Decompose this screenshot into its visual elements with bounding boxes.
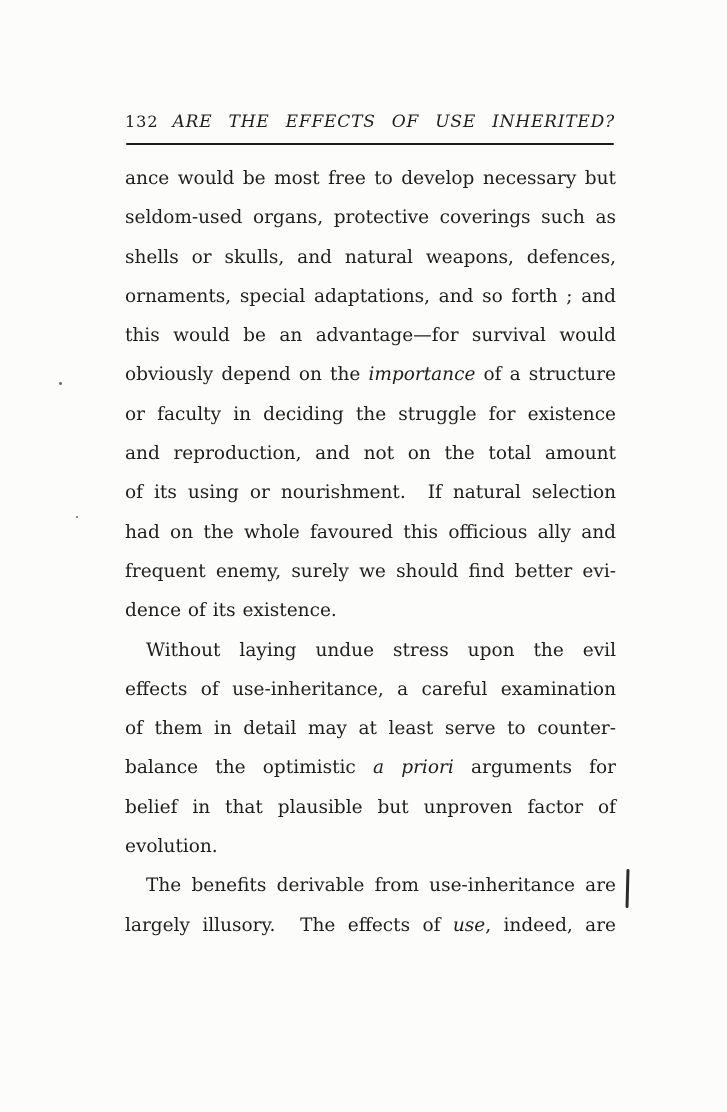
text-segment: evolution. bbox=[125, 836, 218, 858]
text-line bbox=[125, 827, 616, 866]
text-segment: belief in that plausible but unproven factor of bbox=[125, 796, 616, 818]
page-body bbox=[125, 159, 616, 945]
text-line bbox=[125, 355, 616, 394]
text-line bbox=[125, 906, 616, 945]
text-segment: of them in detail may at least serve to counter- bbox=[125, 718, 616, 740]
text-segment: this would be an advantage—for survival would bbox=[125, 325, 616, 347]
text-line bbox=[125, 316, 616, 355]
text-line bbox=[125, 591, 616, 630]
text-segment: ance would be most free to develop necessary but bbox=[125, 168, 616, 189]
text-segment: or faculty in deciding the struggle for existence bbox=[125, 403, 616, 425]
text-line bbox=[125, 709, 616, 748]
italic-text-segment: a priori bbox=[373, 757, 454, 779]
text-line bbox=[125, 434, 616, 473]
scan-speck bbox=[76, 516, 78, 518]
page-number: 132 bbox=[125, 112, 159, 131]
italic-text-segment: importance bbox=[368, 364, 476, 386]
text-segment: of its using or nourishment. If natural selection bbox=[125, 482, 616, 504]
text-segment: Without laying undue stress upon the evil bbox=[146, 639, 616, 661]
text-segment: and reproduction, and not on the total amount bbox=[125, 443, 616, 465]
text-segment: The benefits derivable from use-inheritance are bbox=[146, 875, 616, 897]
italic-text-segment: use bbox=[452, 914, 486, 936]
text-line bbox=[125, 748, 616, 787]
text-segment: dence of its existence. bbox=[125, 600, 337, 622]
text-segment: had on the whole favoured this officious ally and bbox=[125, 521, 616, 543]
text-segment: arguments for bbox=[453, 757, 616, 779]
text-line bbox=[125, 395, 616, 434]
text-line bbox=[125, 552, 616, 591]
text-segment: effects of use-inheritance, a careful examination bbox=[125, 678, 616, 700]
text-segment: , indeed, are bbox=[485, 914, 617, 936]
header-rule bbox=[126, 143, 614, 145]
text-segment: ornaments, special adaptations, and so forth ; and bbox=[125, 285, 616, 307]
running-title: ARE THE EFFECTS OF USE INHERITED? bbox=[172, 112, 615, 132]
text-line bbox=[125, 473, 616, 512]
text-segment: obviously depend on the bbox=[125, 364, 369, 386]
scan-speck bbox=[59, 382, 62, 385]
text-segment: frequent enemy, surely we should find better evi- bbox=[125, 560, 616, 582]
text-line bbox=[125, 238, 616, 277]
text-segment: largely illusory. The effects of bbox=[125, 914, 453, 936]
text-segment: shells or skulls, and natural weapons, defences, bbox=[125, 246, 616, 268]
text-line bbox=[125, 631, 616, 670]
text-line bbox=[125, 277, 616, 316]
text-line bbox=[125, 866, 616, 905]
text-line bbox=[125, 788, 616, 827]
text-line bbox=[125, 670, 616, 709]
margin-mark bbox=[625, 869, 629, 908]
text-line bbox=[125, 159, 616, 198]
text-segment: of a structure bbox=[475, 364, 616, 386]
text-segment: seldom-used organs, protective coverings such as bbox=[125, 207, 616, 229]
text-line bbox=[125, 513, 616, 552]
text-segment: balance the optimistic bbox=[125, 757, 373, 779]
text-line bbox=[125, 198, 616, 237]
page-header bbox=[125, 112, 615, 132]
